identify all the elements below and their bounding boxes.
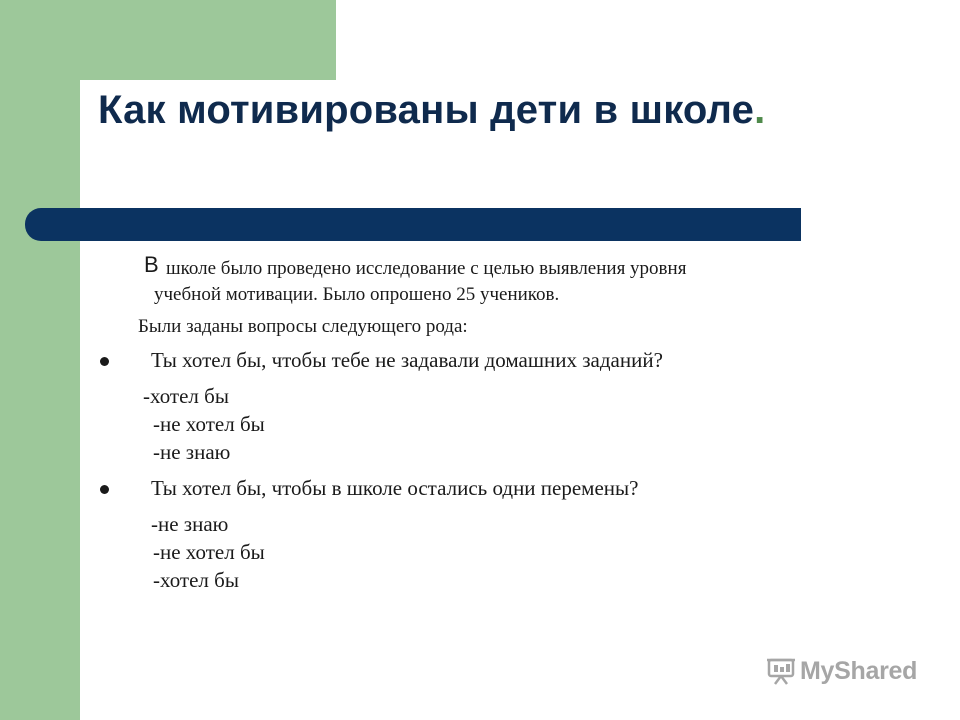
question-1-answer-3: -не знаю xyxy=(153,440,231,464)
question-2-answer-2: -не хотел бы xyxy=(153,540,265,564)
intro-line-1: школе было проведено исследование с целью выявления уровня xyxy=(166,258,687,279)
bullet-dot xyxy=(100,485,109,494)
intro-lead-letter: В xyxy=(144,252,159,277)
question-2-text: Ты хотел бы, чтобы в школе остались одни перемены? xyxy=(151,476,639,500)
question-1 xyxy=(100,348,663,372)
slide-title-text: Как мотивированы дети в школе xyxy=(98,88,755,132)
intro-line-3: Были заданы вопросы следующего рода: xyxy=(138,316,468,337)
presentation-board-icon xyxy=(766,656,796,686)
slide-title-dot: . xyxy=(754,88,766,132)
myshared-watermark xyxy=(766,656,917,686)
bullet-dot xyxy=(100,357,109,366)
question-2-answer-3: -хотел бы xyxy=(153,568,239,592)
question-1-text: Ты хотел бы, чтобы тебе не задавали домашних заданий? xyxy=(151,348,663,372)
question-1-answer-2: -не хотел бы xyxy=(153,412,265,436)
question-1-answer-1: -хотел бы xyxy=(143,384,229,408)
question-2 xyxy=(100,476,638,500)
question-2-answer-1: -не знаю xyxy=(151,512,229,536)
intro-line-2: учебной мотивации. Было опрошено 25 учеников. xyxy=(154,284,560,305)
watermark-text: MyShared xyxy=(800,656,918,685)
